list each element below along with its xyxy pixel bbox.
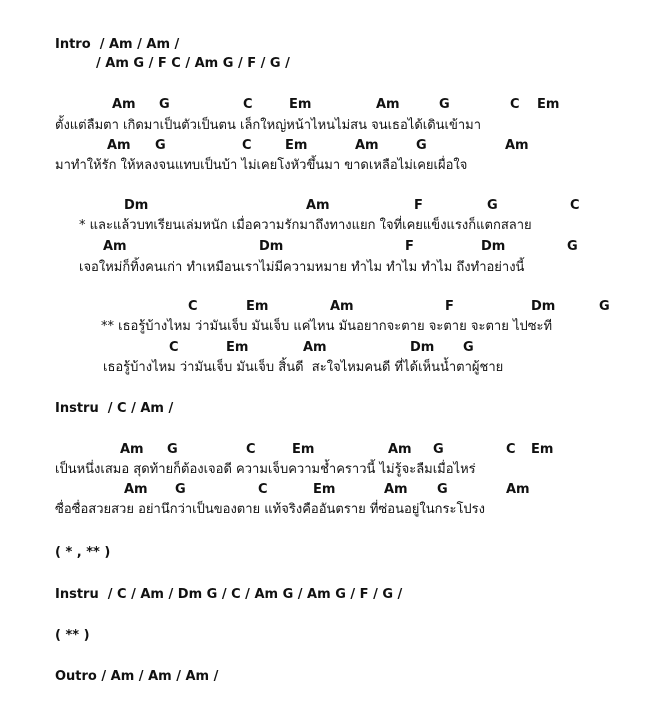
chord: Am xyxy=(505,138,529,153)
chord: Dm xyxy=(410,340,435,355)
chord: Am xyxy=(306,198,330,213)
chord: C xyxy=(506,442,516,457)
chord: G xyxy=(433,442,444,457)
chord: G xyxy=(463,340,474,355)
repeat-marker: ( * , ** ) xyxy=(55,545,111,560)
intro-line-2: / Am G / F C / Am G / F / G / xyxy=(96,56,290,71)
chord: Dm xyxy=(531,299,556,314)
chord: G xyxy=(159,97,170,112)
chord: C xyxy=(242,138,252,153)
lyric-line: เธอรู้บ้างไหม ว่ามันเจ็บ มันเจ็บ สิ้นดี สะใจไหมคนดี ที่ได้เห็นน้ำตาผู้ชาย xyxy=(103,360,504,375)
chord: Am xyxy=(124,482,148,497)
chord: G xyxy=(599,299,610,314)
lyric-line: * และแล้วบทเรียนเล่มหนัก เมื่อความรักมาถึงทางแยก ใจที่เคยแข็งแรงก็แตกสลาย xyxy=(79,218,532,233)
chord: G xyxy=(439,97,450,112)
chord: Am xyxy=(103,239,127,254)
lyric-line: เป็นหนึ่งเสมอ สุดท้ายก็ต้องเจอดี ความเจ็บความช้ำคราวนี้ ไม่รู้จะลืมเมื่อไหร่ xyxy=(55,462,476,477)
chord: Em xyxy=(313,482,336,497)
chord: Am xyxy=(107,138,131,153)
chord: F xyxy=(405,239,414,254)
lyric-line: ซื่อซื่อสวยสวย อย่านึกว่าเป็นของตาย แท้จริงคืออันตราย ที่ซ่อนอยู่ในกระโปรง xyxy=(55,502,486,517)
lyric-line: เจอใหม่ก็ทิ้งคนเก่า ทำเหมือนเราไม่มีความหมาย ทำไม ทำไม ทำไม ถึงทำอย่างนี้ xyxy=(79,260,525,275)
chord: C xyxy=(246,442,256,457)
chord: Am xyxy=(384,482,408,497)
chord: Am xyxy=(112,97,136,112)
lyric-line: มาทำให้รัก ให้หลงจนแทบเป็นบ้า ไม่เคยโงหัวขึ้นมา ขาดเหลือไม่เคยเผื่อใจ xyxy=(55,158,468,173)
chord: Am xyxy=(376,97,400,112)
chord: Am xyxy=(303,340,327,355)
chord: Dm xyxy=(481,239,506,254)
chord: G xyxy=(437,482,448,497)
chord: Em xyxy=(289,97,312,112)
chord: G xyxy=(487,198,498,213)
chord: Am xyxy=(388,442,412,457)
chord: G xyxy=(567,239,578,254)
chord: C xyxy=(188,299,198,314)
chord: Dm xyxy=(124,198,149,213)
chord: Am xyxy=(355,138,379,153)
repeat-marker: ( ** ) xyxy=(55,628,90,643)
chord: G xyxy=(167,442,178,457)
chord: C xyxy=(258,482,268,497)
chord: G xyxy=(416,138,427,153)
chord: Em xyxy=(537,97,560,112)
instrumental-line: Instru / C / Am / Dm G / C / Am G / Am G / F / G / xyxy=(55,587,403,602)
intro-line-1: Intro / Am / Am / xyxy=(55,37,180,52)
chord: Em xyxy=(531,442,554,457)
chord: Am xyxy=(330,299,354,314)
chord: Em xyxy=(292,442,315,457)
lyric-line: ** เธอรู้บ้างไหม ว่ามันเจ็บ มันเจ็บ แค่ไหน มันอยากจะตาย จะตาย จะตาย ไปซะที xyxy=(101,319,553,334)
chord: Dm xyxy=(259,239,284,254)
chord: Em xyxy=(226,340,249,355)
chord: Am xyxy=(506,482,530,497)
chord: F xyxy=(414,198,423,213)
chord: G xyxy=(175,482,186,497)
instrumental-line: Instru / C / Am / xyxy=(55,401,174,416)
chord: G xyxy=(155,138,166,153)
chord: Am xyxy=(120,442,144,457)
chord: C xyxy=(510,97,520,112)
chord: C xyxy=(169,340,179,355)
chord: C xyxy=(570,198,580,213)
chord: F xyxy=(445,299,454,314)
chord: Em xyxy=(246,299,269,314)
chord: C xyxy=(243,97,253,112)
lyric-line: ตั้งแต่ลืมตา เกิดมาเป็นตัวเป็นตน เล็กใหญ่หน้าไหนไม่สน จนเธอได้เดินเข้ามา xyxy=(55,118,482,133)
chord: Em xyxy=(285,138,308,153)
outro-line: Outro / Am / Am / Am / xyxy=(55,669,219,684)
